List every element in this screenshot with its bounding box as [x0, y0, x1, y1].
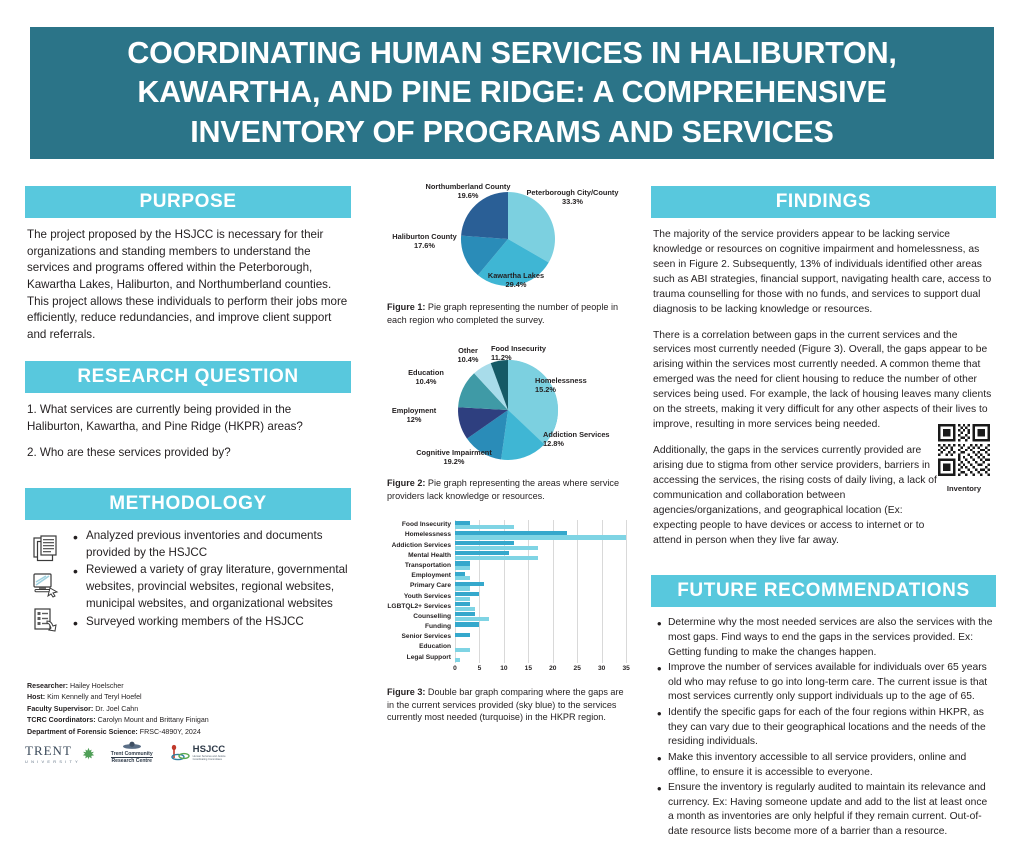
- qr-code-icon[interactable]: [938, 424, 990, 476]
- bar-chart-row: [455, 622, 631, 632]
- bar-provided: [455, 566, 470, 570]
- bar-provided: [455, 546, 538, 550]
- pie1-label-haliburton: [377, 232, 472, 251]
- tcrc-logo-primary: Trent Community: [110, 751, 153, 758]
- pie2-label-education: [397, 368, 455, 387]
- credit-label: Host:: [27, 693, 46, 702]
- hsjcc-mark-icon: [169, 744, 191, 762]
- hsjcc-logo-secondary: Human Services and Justice Coordinating Committees: [192, 754, 226, 761]
- purpose-body: [25, 218, 351, 344]
- tcrc-logo-secondary: Research Centre: [111, 758, 152, 765]
- trent-logo-secondary: U N I V E R S I T Y: [25, 758, 79, 764]
- bar-chart-row-label: Transportation: [404, 561, 451, 569]
- purpose-paragraph: The project proposed by the HSJCC is necessary for their organizations and standing members to understand the services and programs offered within the Peterborough, Kawartha Lakes, Haliburton, and Northumberland counties. This project allows these individuals to perform their jobs more efficiently, reduce redundancies, and improve client support and referrals.: [27, 228, 348, 342]
- pie2-cat-cognitive: Cognitive Impairment: [416, 448, 492, 458]
- pie1-cat-peterborough: Peterborough City/County: [526, 188, 619, 197]
- bar-chart-category-labels: [383, 520, 455, 663]
- bar-chart-row-label: Mental Health: [408, 551, 451, 559]
- page-title: COORDINATING HUMAN SERVICES IN HALIBURTON, KAWARTHA, AND PINE RIDGE: A COMPREHENSIVE INVENTORY OF PROGRAMS AND SERVICES: [127, 35, 897, 149]
- figure-2-caption-text: Pie graph representing the areas where service providers lack knowledge or resources.: [387, 478, 620, 501]
- credit-label: Researcher:: [27, 682, 69, 690]
- credit-value: Hailey Hoelscher: [70, 682, 124, 690]
- bar-provided: [455, 586, 470, 590]
- pie2-label-food: [491, 344, 571, 363]
- inventory-qr-block[interactable]: [934, 424, 994, 493]
- pie2-val-addiction: 12.8%: [543, 439, 564, 449]
- trent-community-research-centre-logo: [111, 741, 153, 765]
- bar-needed: [455, 521, 470, 525]
- figure-3-caption-label: Figure 3:: [387, 687, 426, 698]
- bar-chart-row-label: Senior Services: [401, 633, 451, 641]
- figure-3: [383, 520, 633, 724]
- findings-paragraph-2: There is a correlation between gaps in the current services and the services most currently needed (Figure 3). Overall, the gaps appear to be arising within the services most currently needed. A common theme that emerged was the need for client housing to reduce the number of other services being used. For example, the lack of housing leaves many clients on the streets, making it very difficult for any other aspects of their lives to improve, resulting in more services being needed.: [653, 329, 992, 431]
- bar-chart-row: [455, 612, 631, 622]
- bar-needed: [455, 622, 479, 626]
- credit-label: TCRC Coordinators:: [27, 716, 96, 725]
- future-recommendations-heading: FUTURE RECOMMENDATIONS: [651, 575, 996, 607]
- list-item: • Identify the specific gaps for each of the four regions within HKPR, as they can vary due to their geographical locations and the needs of the residing individuals.: [657, 706, 994, 750]
- bar-chart-row-label: Primary Care: [409, 582, 451, 590]
- figure-1: [383, 180, 633, 326]
- figure-2-caption-label: Figure 2:: [387, 478, 426, 489]
- pie1-cat-northumberland: Northumberland County: [425, 182, 511, 191]
- research-question-heading: RESEARCH QUESTION: [25, 361, 351, 393]
- bar-chart-row: [455, 561, 631, 571]
- x-axis-tick: 30: [597, 665, 606, 673]
- credit-value: FRSC-4890Y, 2024: [139, 727, 201, 736]
- bar-chart-bars: [455, 520, 631, 663]
- bar-provided: [455, 576, 470, 580]
- bar-chart-row-label: Food Insecurity: [401, 521, 451, 529]
- tcrc-mark-icon: [122, 741, 142, 750]
- pie2-label-employment: [381, 406, 447, 425]
- pie2-cat-education: Education: [408, 368, 444, 378]
- bar-chart-x-axis: [455, 665, 631, 677]
- bar-provided: [455, 535, 626, 539]
- list-item: • Surveyed working members of the HSJCC: [73, 614, 351, 631]
- list-item: • Reviewed a variety of gray literature, governmental websites, provincial websites, regional websites, municipal websites, and organizational websites: [73, 562, 351, 612]
- bar-provided: [455, 525, 514, 529]
- credit-value: Dr. Joel Cahn: [95, 704, 139, 713]
- poster-title-banner: [30, 27, 994, 159]
- pie1-val-northumberland: 19.6%: [457, 191, 479, 201]
- list-item: • Improve the number of services available for individuals over 65 years old who may refuse to go into long-term care. The current issue is that most services currently only support individuals up to the age of 65.: [657, 661, 994, 705]
- bar-provided: [455, 617, 489, 621]
- pie2-val-homelessness: 15.2%: [535, 385, 556, 395]
- findings-paragraph-3: Additionally, the gaps in the services currently provided are arising due to stigma from other service providers, barriers in accessing the services, the rising costs of daily living, a lack of communication and collaboration between agencies/organizations, and geographical location (Ex: expecting people to have devices or access to internet or to attend in person when they live far away.: [653, 444, 937, 546]
- bar-chart-row: [455, 581, 631, 591]
- pie1-val-kawartha: 29.4%: [505, 280, 527, 290]
- methodology-section: [25, 488, 351, 640]
- x-axis-tick: 10: [500, 665, 508, 673]
- pie2-cat-food: Food Insecurity: [491, 344, 547, 354]
- bar-provided: [455, 556, 538, 560]
- credit-row: [27, 681, 327, 692]
- figure-1-caption: [383, 301, 633, 326]
- research-question-2: 2. Who are these services provided by?: [27, 446, 231, 460]
- bar-chart-row: [455, 642, 631, 652]
- findings-heading: FINDINGS: [651, 186, 996, 218]
- bar-chart-row: [455, 541, 631, 551]
- bar-chart-row-label: Funding: [425, 623, 451, 631]
- figure-2-chart: [383, 344, 633, 474]
- bar-chart-row-label: Addiction Services: [391, 541, 451, 549]
- logo-row: [25, 733, 285, 773]
- research-question-1: 1. What services are currently being provided in the Haliburton, Kawartha, and Pine Ridge (HKPR) areas?: [27, 402, 303, 433]
- bar-chart-row-label: Legal Support: [406, 653, 451, 661]
- pie1-val-peterborough: 33.3%: [562, 197, 583, 207]
- bar-provided: [455, 597, 470, 601]
- bar-chart-row-label: Employment: [411, 572, 451, 580]
- left-column: [25, 186, 351, 640]
- figure-1-caption-text: Pie graph representing the number of people in each region who completed the survey.: [387, 302, 619, 325]
- hsjcc-logo-primary: HSJCC: [192, 743, 226, 755]
- methodology-icon-column: [25, 528, 67, 640]
- maple-leaf-icon: [82, 747, 95, 760]
- findings-body: [651, 218, 996, 548]
- pie2-val-employment: 12%: [406, 415, 422, 425]
- bar-needed: [455, 602, 470, 606]
- pie2-label-homelessness: [535, 376, 615, 395]
- bar-chart-row: [455, 632, 631, 642]
- pie2-cat-addiction: Addiction Services: [543, 430, 610, 440]
- pie2-label-addiction: [543, 430, 631, 449]
- list-item: • Determine why the most needed services are also the services with the most gaps. Find ways to end the gaps in the services provided. Ex: Getting funding to make the changes happen.: [657, 616, 994, 660]
- credit-row: [27, 704, 327, 715]
- trent-university-logo: [25, 743, 95, 764]
- x-axis-tick: 25: [573, 665, 581, 673]
- x-axis-tick: 5: [477, 665, 482, 673]
- pie2-val-cognitive: 19.2%: [443, 457, 465, 467]
- bar-chart-row: [455, 653, 631, 663]
- bar-chart-row: [455, 592, 631, 602]
- findings-paragraph-1: The majority of the service providers appear to be lacking service knowledge or resources on cognitive impairment and homelessness, as seen in Figure 2. Subsequently, 13% of individuals identified other areas such as ABI strategies, financial support, navigating health care, access to trauma counselling for those with no funds, and services to support dual diagnosis to be lacking knowledge or resources.: [653, 229, 992, 315]
- bar-needed: [455, 531, 567, 535]
- pie2-val-education: 10.4%: [415, 377, 437, 387]
- credit-row: [27, 715, 327, 726]
- pie1-cat-haliburton: Haliburton County: [392, 232, 457, 241]
- bar-provided: [455, 648, 470, 652]
- research-question-body: [25, 393, 351, 462]
- bar-chart-row-label: Counselling: [413, 612, 451, 620]
- spacer-2: [25, 462, 351, 488]
- pie2-cat-homelessness: Homelessness: [535, 376, 587, 386]
- pie1-val-haliburton: 17.6%: [414, 241, 435, 251]
- figure-3-caption-text: Double bar graph comparing where the gaps are in the current services provided (sky blue) to the services currently most needed (turquoise) in the HKPR region.: [387, 687, 624, 723]
- x-axis-tick: 35: [622, 665, 630, 673]
- bar-chart-row-label: Education: [419, 643, 451, 651]
- purpose-section: [25, 186, 351, 344]
- pie2-val-other: 10.4%: [457, 355, 479, 365]
- right-column: [651, 186, 996, 841]
- qr-caption: Inventory: [946, 484, 982, 493]
- pie1-cat-kawartha: Kawartha Lakes: [487, 271, 545, 280]
- bar-chart-row-label: LGBTQL2+ Services: [387, 602, 451, 610]
- pie1-label-peterborough: [515, 188, 630, 207]
- x-axis-tick: 0: [453, 665, 457, 673]
- research-question-section: [25, 361, 351, 462]
- x-axis-tick: 15: [524, 665, 532, 673]
- list-item: • Make this inventory accessible to all service providers, online and offline, to ensure it is accessible to everyone.: [657, 751, 994, 780]
- x-axis-tick: 20: [549, 665, 557, 673]
- future-recommendations-section: [651, 575, 996, 839]
- bar-chart-row-label: Youth Services: [403, 592, 451, 600]
- methodology-body: [25, 520, 351, 640]
- pie2-cat-employment: Employment: [391, 406, 437, 416]
- bar-needed: [455, 612, 475, 616]
- bar-provided: [455, 607, 475, 611]
- credit-label: Faculty Supervisor:: [27, 704, 94, 713]
- findings-section: [651, 186, 996, 548]
- hsjcc-logo: [169, 744, 239, 762]
- figure-1-caption-label: Figure 1:: [387, 302, 426, 312]
- bar-needed: [455, 561, 470, 565]
- credit-value: Kim Kennelly and Teryl Hoefel: [47, 693, 142, 702]
- bar-chart-row: [455, 551, 631, 561]
- pie1-label-northumberland: [413, 182, 523, 201]
- recommendations-list: [651, 607, 996, 839]
- pie2-cat-other: Other: [458, 346, 478, 356]
- figure-1-chart: [383, 180, 633, 298]
- credit-label: Department of Forensic Science:: [27, 727, 138, 736]
- spacer-1: [25, 344, 351, 361]
- bar-needed: [455, 541, 514, 545]
- pie1-label-kawartha: [471, 271, 561, 290]
- list-item: • Ensure the inventory is regularly audited to maintain its relevance and currency. Ex: Having someone update and add to the list at least once a month as inventories are only helpful if they remain current. Out-of-date resource lists become more of a barrier than a resource.: [657, 781, 994, 839]
- pie2-label-cognitive: [405, 448, 503, 467]
- spacer-3: [651, 548, 996, 575]
- bar-needed: [455, 633, 470, 637]
- bar-needed: [455, 592, 479, 596]
- figure-2: [383, 344, 633, 502]
- figure-2-caption: [383, 477, 633, 502]
- bar-chart-row: [455, 520, 631, 530]
- bar-needed: [455, 582, 484, 586]
- credit-value: Carolyn Mount and Brittany Finigan: [97, 716, 209, 725]
- methodology-list: [67, 528, 351, 640]
- credits-block: [27, 681, 327, 738]
- bar-provided: [455, 658, 460, 662]
- trent-logo-primary: TRENT: [25, 742, 72, 758]
- figure-3-chart: [383, 520, 633, 678]
- bar-chart-row: [455, 602, 631, 612]
- bar-chart-plot: [455, 520, 631, 663]
- list-item: • Analyzed previous inventories and documents provided by the HSJCC: [73, 528, 351, 562]
- computer-icon: [25, 568, 67, 602]
- documents-icon: [25, 532, 67, 566]
- bar-needed: [455, 551, 509, 555]
- figure-3-caption: [383, 686, 633, 724]
- middle-column: [383, 180, 633, 728]
- bar-needed: [455, 572, 465, 576]
- bar-chart-row-label: Homelessness: [404, 531, 451, 539]
- credit-row: [27, 692, 327, 703]
- bar-chart-row: [455, 530, 631, 540]
- pie2-val-food: 11.2%: [491, 353, 512, 363]
- bar-chart-row: [455, 571, 631, 581]
- methodology-heading: METHODOLOGY: [25, 488, 351, 520]
- checklist-icon: [25, 604, 67, 638]
- pie2-label-other: [445, 346, 491, 365]
- purpose-heading: PURPOSE: [25, 186, 351, 218]
